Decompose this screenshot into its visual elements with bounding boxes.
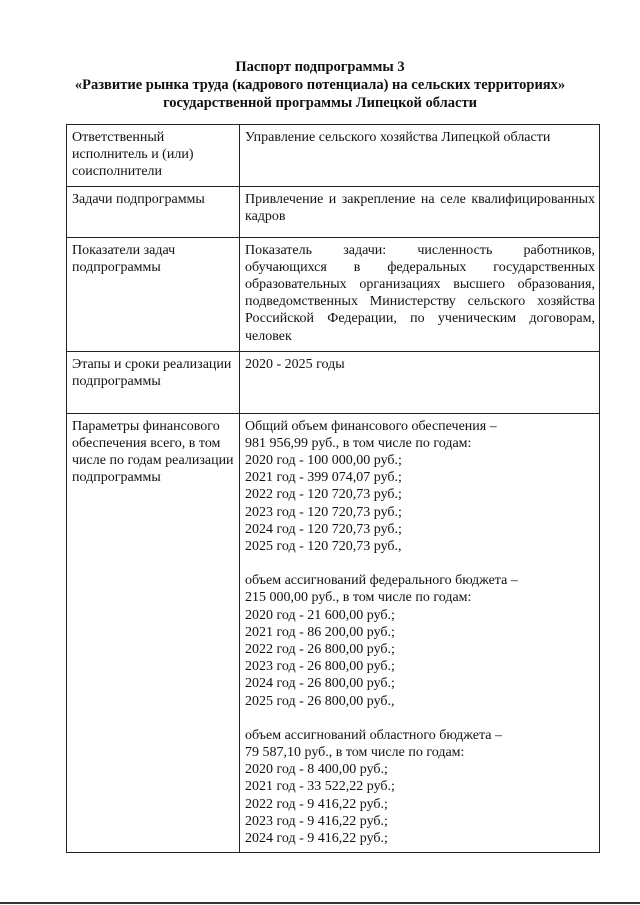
finance-federal-block bbox=[245, 572, 595, 710]
finance-federal-year: 2023 год - 26 800,00 руб.; bbox=[245, 659, 395, 675]
row-value-responsible: Управление сельского хозяйства Липецкой области bbox=[240, 125, 600, 187]
finance-federal-year: 2025 год - 26 800,00 руб., bbox=[245, 693, 395, 709]
title-line-3: государственной программы Липецкой области bbox=[163, 95, 477, 111]
row-label-indicators: Показатели задач подпрограммы bbox=[67, 237, 240, 351]
row-label-stages: Этапы и сроки реализации подпрограммы bbox=[67, 351, 240, 413]
finance-regional-year: 2020 год - 8 400,00 руб.; bbox=[245, 762, 388, 778]
table-row-stages bbox=[67, 351, 600, 413]
finance-total-year: 2022 год - 120 720,73 руб.; bbox=[245, 487, 402, 503]
table-row-indicators bbox=[67, 237, 600, 351]
table-row-tasks bbox=[67, 186, 600, 237]
row-label-finance: Параметры финансового обеспечения всего, в том числе по годам реализации подпрограммы bbox=[67, 413, 240, 853]
finance-regional-block bbox=[245, 727, 595, 847]
finance-total-year: 2024 год - 120 720,73 руб.; bbox=[245, 521, 402, 537]
row-value-stages: 2020 - 2025 годы bbox=[240, 351, 600, 413]
table-row-finance bbox=[67, 413, 600, 853]
finance-total-block bbox=[245, 418, 595, 556]
passport-table bbox=[66, 124, 600, 853]
finance-regional-year: 2022 год - 9 416,22 руб.; bbox=[245, 796, 388, 812]
row-value-finance bbox=[240, 413, 600, 853]
row-value-indicators: Показатель задачи: численность работников, обучающихся в федеральных государственных образовательных организациях высшего образования, подведомственных Министерству сельского хозяйства Российской Федерации, по ученическим договорам, человек bbox=[240, 237, 600, 351]
finance-regional-year: 2024 год - 9 416,22 руб.; bbox=[245, 831, 388, 847]
finance-total-amount: 981 956,99 руб., в том числе по годам: bbox=[245, 435, 472, 451]
finance-total-year: 2021 год - 399 074,07 руб.; bbox=[245, 470, 402, 486]
finance-total-year: 2023 год - 120 720,73 руб.; bbox=[245, 504, 402, 520]
finance-federal-year: 2021 год - 86 200,00 руб.; bbox=[245, 624, 395, 640]
finance-regional-year: 2023 год - 9 416,22 руб.; bbox=[245, 813, 388, 829]
title-line-2: «Развитие рынка труда (кадрового потенциала) на сельских территориях» bbox=[74, 77, 566, 93]
finance-federal-year: 2024 год - 26 800,00 руб.; bbox=[245, 676, 395, 692]
finance-federal-heading: объем ассигнований федерального бюджета – bbox=[245, 573, 518, 589]
finance-federal-year: 2022 год - 26 800,00 руб.; bbox=[245, 642, 395, 658]
document-title bbox=[40, 58, 600, 112]
finance-total-year: 2020 год - 100 000,00 руб.; bbox=[245, 453, 402, 469]
finance-total-year: 2025 год - 120 720,73 руб., bbox=[245, 539, 402, 555]
page-bottom-edge bbox=[0, 902, 640, 904]
finance-regional-year: 2021 год - 33 522,22 руб.; bbox=[245, 779, 395, 795]
title-line-1: Паспорт подпрограммы 3 bbox=[235, 59, 405, 75]
finance-federal-year: 2020 год - 21 600,00 руб.; bbox=[245, 607, 395, 623]
finance-regional-heading: объем ассигнований областного бюджета – bbox=[245, 727, 502, 743]
table-row-responsible bbox=[67, 125, 600, 187]
row-label-tasks: Задачи подпрограммы bbox=[67, 186, 240, 237]
finance-federal-amount: 215 000,00 руб., в том числе по годам: bbox=[245, 590, 472, 606]
finance-total-heading: Общий объем финансового обеспечения – bbox=[245, 418, 497, 434]
row-value-tasks: Привлечение и закрепление на селе квалифицированных кадров bbox=[240, 186, 600, 237]
finance-regional-amount: 79 587,10 руб., в том числе по годам: bbox=[245, 745, 465, 761]
row-label-responsible: Ответственный исполнитель и (или) соисполнители bbox=[67, 125, 240, 187]
